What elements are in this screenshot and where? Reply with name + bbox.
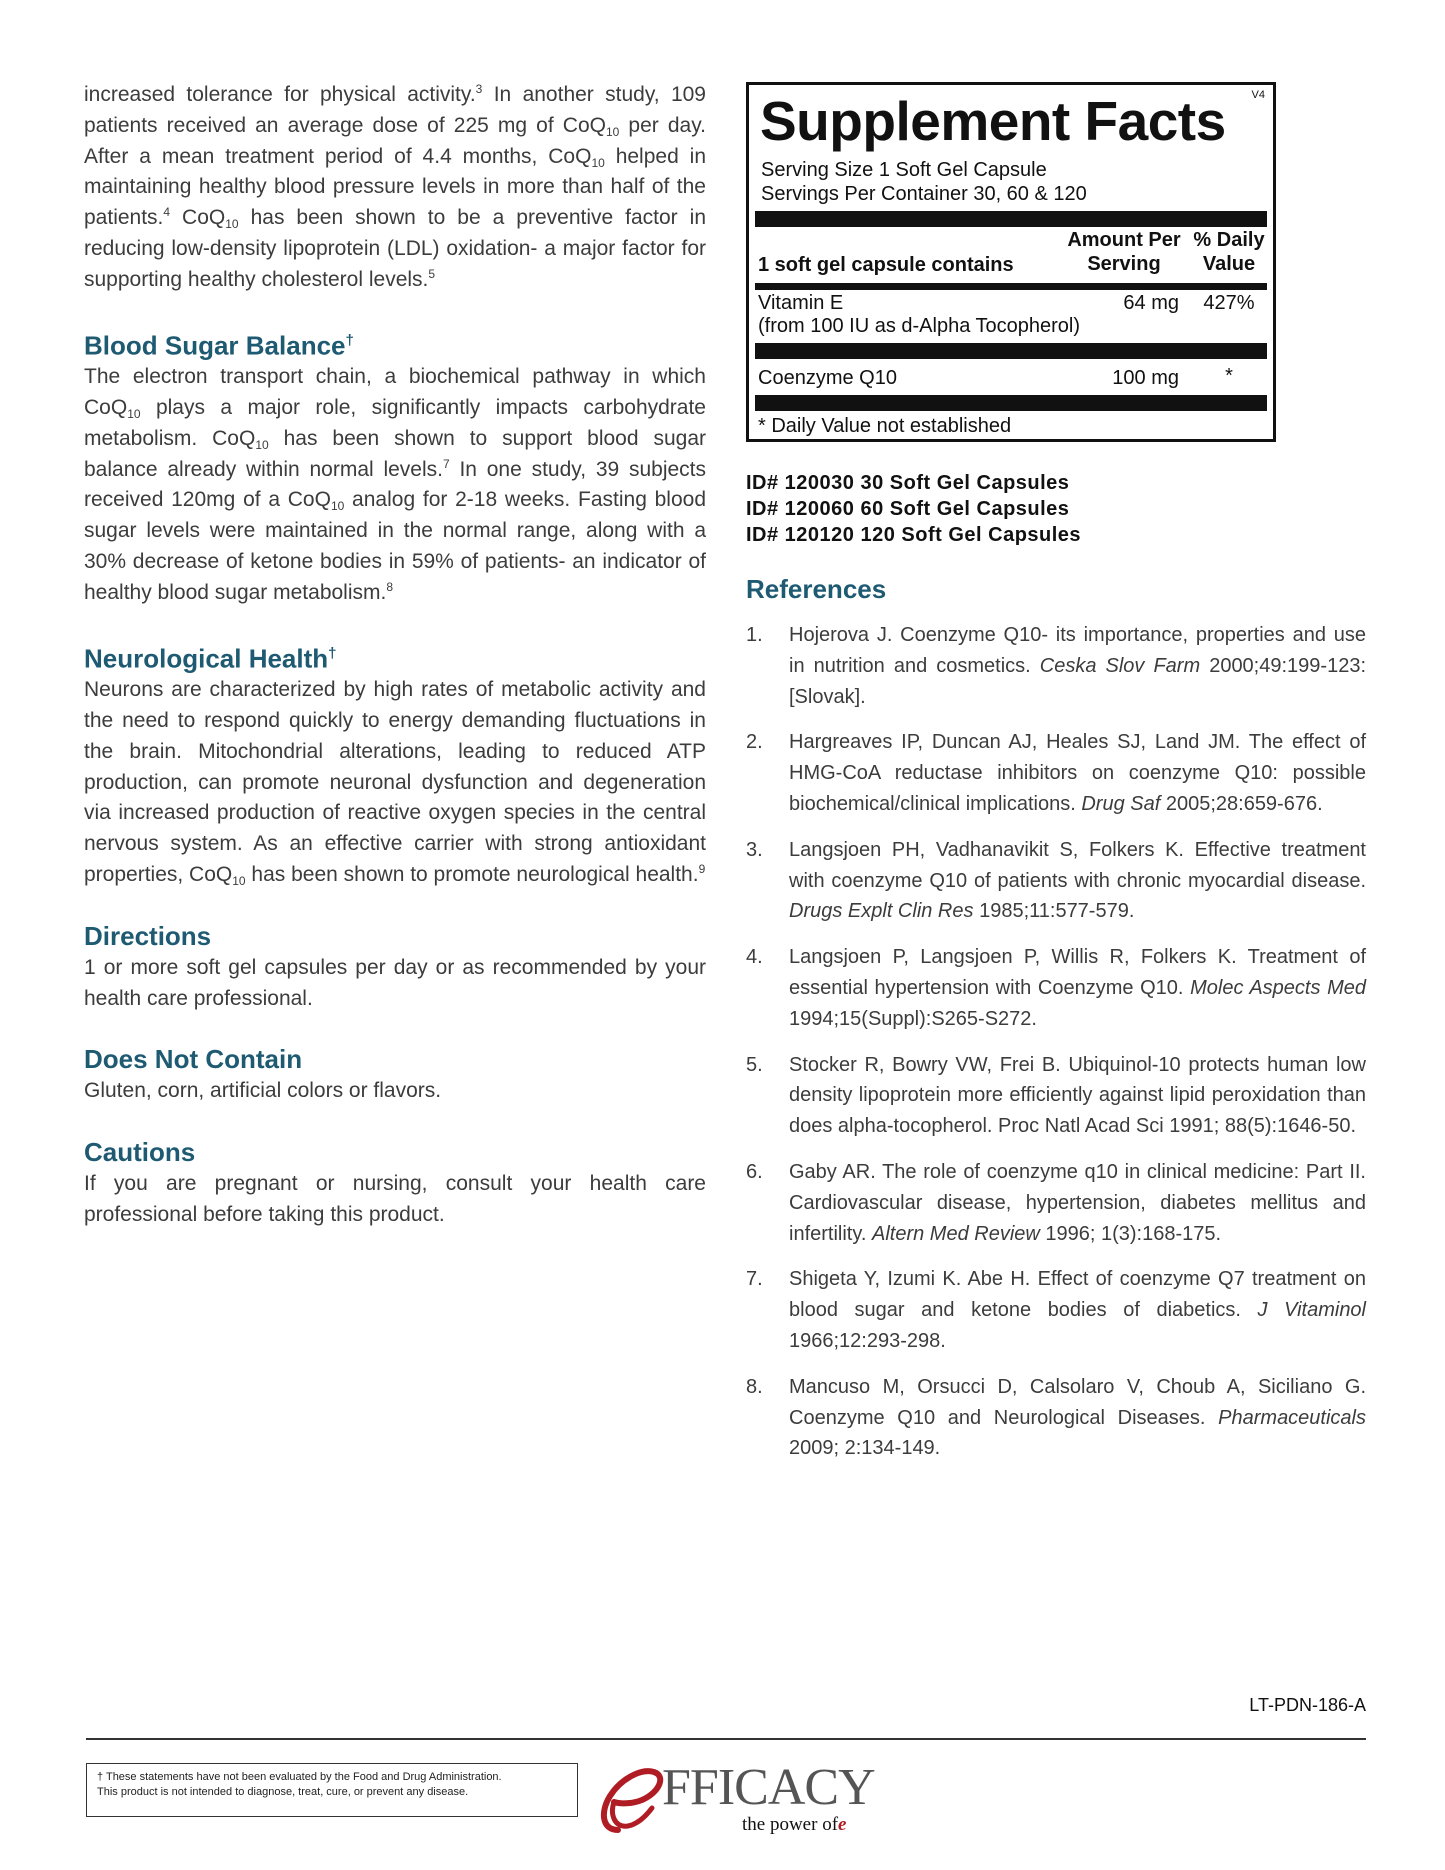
facts-divider-thick	[755, 343, 1267, 359]
neurological-heading: Neurological Health†	[84, 643, 337, 674]
contains-header: 1 soft gel capsule contains	[758, 254, 1014, 276]
reference-item: 6. Gaby AR. The role of coenzyme q10 in clinical medicine: Part II. Cardiovascular disease, hypertension, diabetes mellitus and infertility. Altern Med Review 1996; 1(3):168-175.	[746, 1160, 1366, 1245]
nutrient-daily-value: *	[1225, 365, 1233, 387]
reference-item: 1. Hojerova J. Coenzyme Q10- its importance, properties and use in nutrition and cosmetics. Ceska Slov Farm 2000;49:199-123: [Slovak].	[746, 624, 1366, 708]
reference-item: 2. Hargreaves IP, Duncan AJ, Heales SJ, Land JM. The effect of HMG-CoA reductase inhibitors on coenzyme Q10: possible biochemical/clinical implications. Drug Saf 2005;28:659-676.	[746, 731, 1366, 815]
footer-divider	[86, 1738, 1366, 1740]
intro-paragraph: increased tolerance for physical activity.$^3$ In another study, 109 patients received an average dose of 225 mg of CoQ$_{10}$ per day. After a mean treatment period of 4.4 months, CoQ$_{10}$ helped in maintaining healthy blood pressure levels in more than half of the patients.$^4$ CoQ$_{10}$ has been shown to be a preventive factor in reducing low-density lipoprotein (LDL) oxidation- a major factor for supporting healthy cholesterol levels.$^5$	[84, 82, 707, 291]
product-id: ID# 120120 120 Soft Gel Capsules	[746, 524, 1082, 546]
directions-text: 1 or more soft gel capsules per day or as recommended by your health care professional.	[84, 955, 706, 1010]
version-label: V4	[1251, 89, 1265, 101]
serving-size: Serving Size 1 Soft Gel Capsule	[761, 159, 1047, 181]
facts-divider-medium	[755, 283, 1267, 290]
product-id: ID# 120060 60 Soft Gel Capsules	[746, 498, 1070, 520]
amount-header: Amount Per Serving	[1067, 229, 1181, 275]
cautions-text: If you are pregnant or nursing, consult your health care professional before taking this product.	[84, 1172, 706, 1227]
facts-divider-thick	[755, 211, 1267, 227]
efficacy-logo	[596, 1752, 876, 1844]
fda-disclaimer	[86, 1763, 578, 1817]
blood-sugar-section	[84, 324, 706, 609]
document-code: LT-PDN-186-A	[1249, 1695, 1366, 1715]
neurological-text: Neurons are characterized by high rates of metabolic activity and the need to respond quickly to energy demanding fluctuations in the brain. Mitochondrial alterations, leading to reduced ATP production, can promote neuronal dysfunction and degeneration via increased production of reactive oxygen species in the central nervous system. As an effective carrier with strong antioxidant properties, CoQ$_{10}$ has been shown to promote neurological health.$^9$	[84, 678, 706, 889]
neurological-section	[84, 637, 706, 891]
reference-item: 7. Shigeta Y, Izumi K. Abe H. Effect of coenzyme Q7 treatment on blood sugar and ketone bodies of diabetics. J Vitaminol 1966;12:293-298.	[746, 1268, 1367, 1352]
does-not-contain-text: Gluten, corn, artificial colors or flavors.	[84, 1079, 442, 1103]
reference-item: 3. Langsjoen PH, Vadhanavikit S, Folkers K. Effective treatment with coenzyme Q10 of patients with chronic myocardial disease. Drugs Explt Clin Res 1985;11:577-579.	[746, 838, 1366, 923]
facts-title: Supplement Facts	[760, 90, 1226, 152]
nutrient-name: Coenzyme Q10	[758, 367, 897, 389]
nutrient-daily-value: 427%	[1203, 292, 1255, 314]
nutrient-amount: 100 mg	[1112, 367, 1179, 389]
references-heading: References	[746, 574, 887, 604]
product-id: ID# 120030 30 Soft Gel Capsules	[746, 472, 1070, 494]
servings-per-container: Servings Per Container 30, 60 & 120	[761, 183, 1087, 205]
blood-sugar-heading: Blood Sugar Balance†	[84, 330, 354, 361]
left-column	[84, 80, 706, 1231]
reference-item: 8. Mancuso M, Orsucci D, Calsolaro V, Choub A, Siciliano G. Coenzyme Q10 and Neurological Diseases. Pharmaceuticals 2009; 2:134-149.	[746, 1375, 1366, 1460]
product-id-list	[746, 470, 1081, 548]
facts-footnote: * Daily Value not established	[758, 415, 1012, 437]
disclaimer-line: This product is not intended to diagnose, treat, cure, or prevent any disease.	[97, 1786, 469, 1798]
cautions-section	[84, 1135, 706, 1231]
nutrient-amount: 64 mg	[1123, 292, 1179, 314]
references-list	[746, 620, 1366, 1479]
does-not-contain-heading: Does Not Contain	[84, 1044, 303, 1075]
directions-section	[84, 919, 706, 1015]
reference-item: 4. Langsjoen P, Langsjoen P, Willis R, Folkers K. Treatment of essential hypertension with Coenzyme Q10. Molec Aspects Med 1994;15(Suppl):S265-S272.	[746, 946, 1366, 1030]
daily-value-header: % Daily Value	[1193, 229, 1265, 275]
brand-wordmark: FFICACY	[662, 1759, 875, 1816]
brand-tagline: the power ofe	[742, 1814, 847, 1835]
nutrient-name: Vitamin E (from 100 IU as d-Alpha Tocopherol)	[758, 292, 1081, 337]
facts-divider-thick	[755, 395, 1267, 411]
supplement-facts-panel	[746, 82, 1276, 442]
blood-sugar-text: The electron transport chain, a biochemical pathway in which CoQ$_{10}$ plays a major role, significantly impacts carbohydrate metabolism. CoQ$_{10}$ has been shown to support blood sugar balance already within normal levels.$^7$ In one study, 39 subjects received 120mg of a CoQ$_{10}$ analog for 2-18 weeks. Fasting blood sugar levels were maintained in the normal range, along with a 30% decrease of ketone bodies in 59% of patients- an indicator of healthy blood sugar metabolism.$^8$	[84, 365, 707, 604]
disclaimer-line: † These statements have not been evaluated by the Food and Drug Administration.	[97, 1771, 502, 1783]
directions-heading: Directions	[84, 920, 212, 951]
reference-item: 5. Stocker R, Bowry VW, Frei B. Ubiquinol-10 protects human low density lipoprotein more efficiently against lipid peroxidation than does alpha-tocopherol. Proc Natl Acad Sci 1991; 88(5):1646-50.	[746, 1053, 1366, 1138]
cautions-heading: Cautions	[84, 1137, 196, 1168]
does-not-contain-section	[84, 1042, 706, 1107]
